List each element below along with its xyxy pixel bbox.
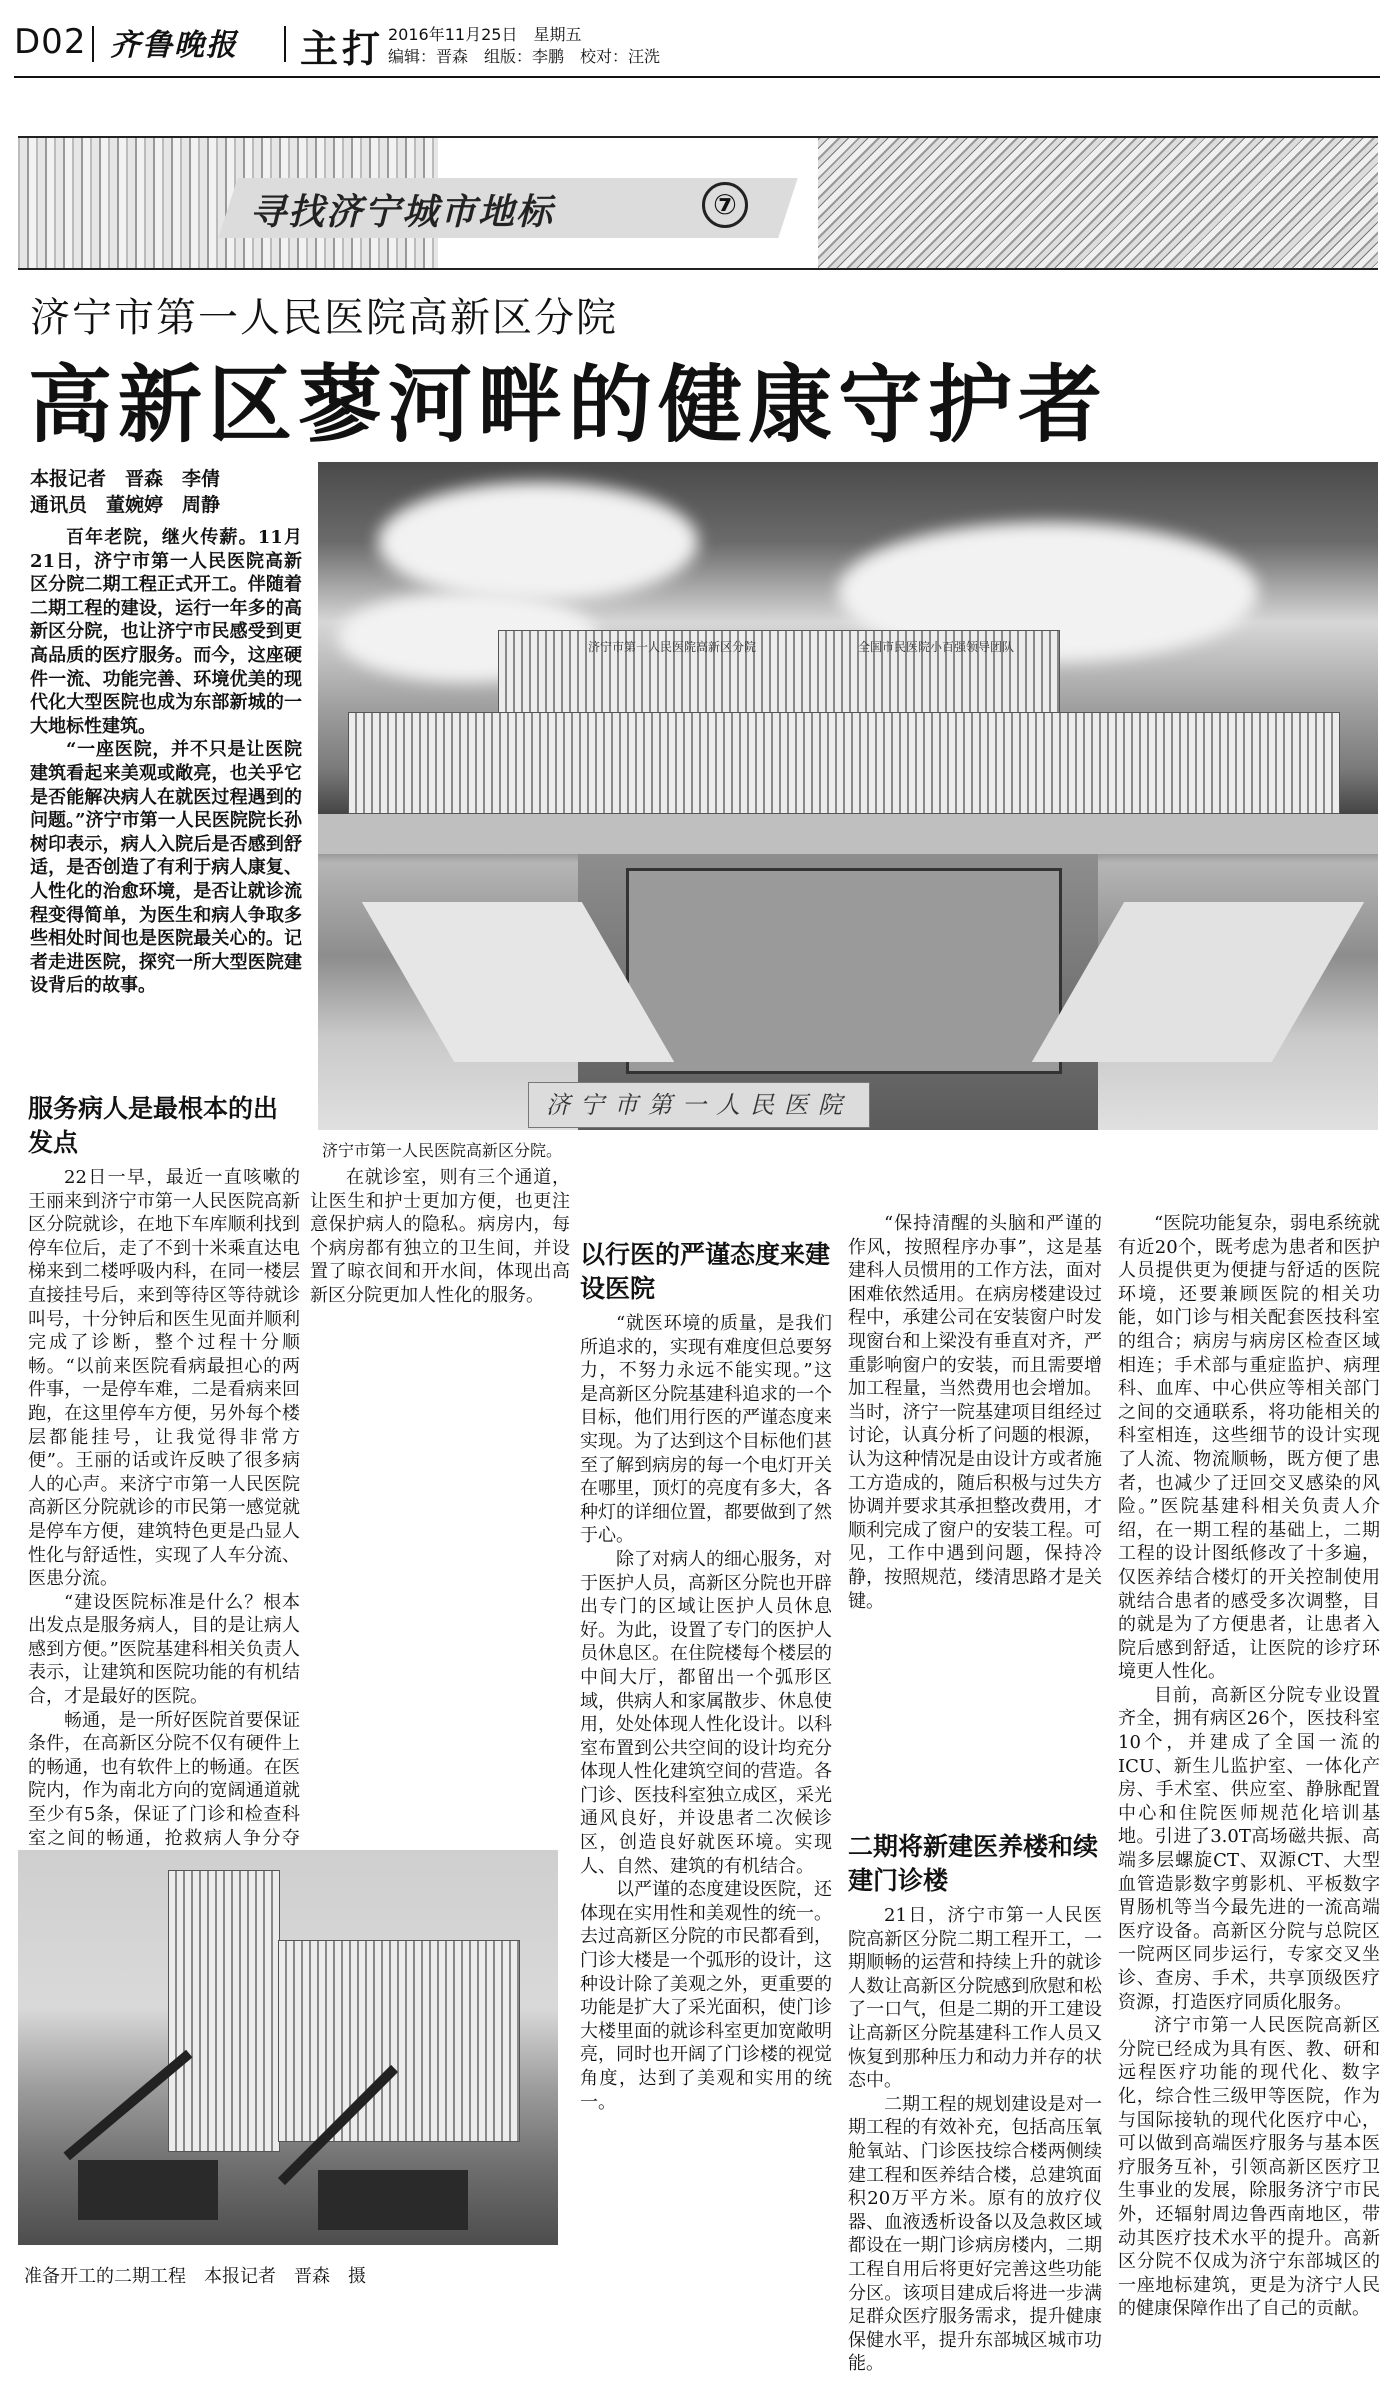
article-subhead: 济宁市第一人民医院高新区分院 [30,295,618,341]
article-column [580,1312,832,2362]
excavator-body [318,2170,468,2230]
page-number: D02 [14,22,87,62]
paragraph: 目前，高新区分院专业设置齐全，拥有病区26个，医技科室10个，并建成了全国一流的ICU、新生儿监护室、一体化产房、手术室、供应室、静脉配置中心和住院医师规范化培训基地。引进了3.0T高场磁共振、高端多层螺旋CT、双源CT、大型血管造影数字剪影机、平板数字胃肠机等当今最先进的一流高端医疗设备。高新区分院与总院区一院两区同步运行，专家交叉坐诊、查房、手术，共享顶级医疗资源，打造医疗同质化服务。 [1118,1684,1380,2013]
paragraph: 济宁市第一人民医院高新区分院已经成为具有医、教、研和远程医疗功能的现代化、数字化，综合性三级甲等医院，作为与国际接轨的现代化医疗中心，可以做到高端医疗服务与基本医疗服务互补，引领高新区医疗卫生事业的发展，除服务济宁市民外，还辐射周边鲁西南地区，带动其医疗技术水平的提升。高新区分院不仅成为济宁东部城区的一座地标建筑，更是为济宁人民的健康保障作出了自己的贡献。 [1118,2015,1380,2320]
series-banner [18,136,1378,270]
paragraph: 以严谨的态度建设医院，还体现在实用性和美观性的统一。去过高新区分院的市民都看到，门诊大楼是一个弧形的设计，这种设计除了美观之外，更重要的功能是扩大了采光面积，使门诊大楼里面的就诊科室更加宽敞明亮，同时也开阔了门诊楼的视觉角度，达到了美观和实用的统一。 [580,1879,832,2113]
building-wing [278,1940,520,2142]
paragraph: “医院功能复杂，弱电系统就有近20个，既考虑为患者和医护人员提供更为便捷与舒适的医院环境，还要兼顾医院的相关功能，如门诊与相关配套医技科室的组合；病房与病房区检查区域相连；手术部与重症监护、病理科、血库、中心供应等相关部门之间的交通联系，将功能相关的科室相连，这些细节的设计实现了人流、物流顺畅，既方便了患者，也减少了迂回交叉感染的风险。”医院基建科相关负责人介绍，在一期工程的基础上，二期工程的设计图纸修改了十多遍，仅医养结合楼灯的开关控制使用就结合患者的感受多次调整，目的就是为了方便患者，让患者入院后感到舒适，让医院的诊疗环境更人性化。 [1118,1213,1380,1683]
building-sign-left: 济宁市第一人民医院高新区分院 [588,640,757,654]
section-heading: 以行医的严谨态度来建设医院 [580,1240,831,1303]
article-column [848,1904,1102,2375]
byline-reporters: 本报记者 晋森 李倩 [30,468,221,490]
excavator-body [78,2160,218,2220]
masthead-rule [14,76,1380,78]
building-sign-right: 全国市民医院小百强领导团队 [858,640,1015,654]
paragraph: 二期工程的规划建设是对一期工程的有效补充，包括高压氧舱氧站、门诊医技综合楼两侧续建工程和医养结合楼，总建筑面积20万平方米。原有的放疗仪器、血液透析设备以及急救区域都设在一期门诊病房楼内，二期工程自用后将更好完善这些功能分区。该项目建成后将进一步满足群众医疗服务需求，提升健康保健水平，提升东部城区城市功能。 [848,2093,1102,2375]
article-headline: 高新区蓼河畔的健康守护者 [28,356,1109,454]
paragraph: 畅通，是一所好医院首要保证条件，在高新区分院不仅有硬件上的畅通，也有软件上的畅通。在医院内，作为南北方向的宽阔通道就至少有5条，保证了门诊和检查科室之间的畅通，抢救病人争分夺 [28,1709,300,1849]
section-heading: 二期将新建医养楼和续建门诊楼 [848,1832,1099,1895]
paragraph: “保持清醒的头脑和严谨的作风，按照程序办事”，这是基建科人员惯用的工作方法，面对困难依然适用。在病房楼建设过程中，承建公司在安装窗户时发现窗台和上梁没有垂直对齐，严重影响窗户的安装，而且需要增加工程量，当然费用也会增加。当时，济宁一院基建项目组经过讨论，认真分析了问题的根源，认为这种情况是由设计方或者施工方造成的，随后积极与过失方协调并要求其承担整改费用，才顺利完成了窗户的安装工程。可见，工作中遇到问题，保持冷静，按照规范，缕清思路才是关键。 [848,1213,1102,1612]
road [318,814,1378,854]
article-lead [30,526,302,998]
masthead-divider [92,26,94,62]
garden-bed [626,868,1062,1074]
paragraph: 除了对病人的细心服务，对于医护人员，高新区分院也开辟出专门的区域让医护人员休息好。为此，设置了专门的医护人员休息区。在住院楼每个楼层的中间大厅，都留出一个弧形区域，供病人和家属散步、休息使用，处处体现人性化设计。以科室布置到公共空间的设计均充分体现人性化建筑空间的营造。各门诊、医技科室独立成区，采光通风良好，并设患者二次候诊区，创造良好就医环境。实现人、自然、建筑的有机结合。 [580,1548,832,1877]
article-column [1118,1212,1380,2362]
article-column [310,1166,570,1846]
hospital-photo [318,462,1378,1130]
banner-illustration-right [818,138,1378,268]
lead-paragraph: 百年老院，继火传薪。11月21日，济宁市第一人民医院高新区分院二期工程正式开工。伴随着二期工程的建设，运行一年多的高新区分院，也让济宁市民感受到更高品质的医疗服务。而今，这座硬件一流、功能完善、环境优美的现代化大型医院也成为东部新城的一大地标性建筑。 [30,527,302,737]
construction-photo [18,1850,558,2245]
series-title: 寻找济宁城市地标 [250,192,555,233]
byline-correspondents: 通讯员 董婉婷 周静 [30,494,221,516]
second-photo-caption: 准备开工的二期工程 本报记者 晋森 摄 [24,2266,366,2287]
masthead-divider [284,26,286,62]
section-heading: 服务病人是最根本的出发点 [28,1094,279,1157]
main-photo-caption: 济宁市第一人民医院高新区分院。 [322,1141,563,1160]
paragraph: “就医环境的质量，是我们所追求的，实现有难度但总要努力，不努力永远不能实现。”这是高新区分院基建科追求的一个目标，他们用行医的严谨态度来实现。为了达到这个目标他们甚至了解到病房的每一个电灯开关在哪里，顶灯的亮度有多大，各种灯的详细位置，都要做到了然于心。 [580,1313,832,1547]
entrance-sign: 济宁市第一人民医院 [528,1082,870,1128]
paragraph: “建设医院标准是什么？根本出发点是服务病人，目的是让病人感到方便。”医院基建科相关负责人表示，让建筑和医院功能的有机结合，才是最好的医院。 [28,1591,300,1708]
date-line: 2016年11月25日 星期五 [388,25,582,44]
cloud [378,482,698,602]
lead-paragraph: “一座医院，并不只是让医院建筑看起来美观或敞亮，也关乎它是否能解决病人在就医过程遇到的问题。”济宁市第一人民医院院长孙树印表示，病人入院后是否感到舒适，是否创造了有利于病人康复、人性化的治愈环境，是否让就诊流程变得简单，为医生和病人争取多些相处时间也是医院最关心的。记者走进医院，探究一所大型医院建设背后的故事。 [30,739,302,997]
building-tower [168,1870,280,2152]
editor-line: 编辑：晋森 组版：李鹏 校对：汪洗 [388,47,661,66]
article-column [848,1212,1102,1812]
series-number: ⑦ [702,182,748,228]
building-base [348,712,1340,814]
paragraph: 22日一早，最近一直咳嗽的王丽来到济宁市第一人民医院高新区分院就诊，在地下车库顺利找到停车位后，走了不到十米乘直达电梯来到二楼呼吸内科，在同一楼层直接挂号后，来到等待区等待就诊叫号，十分钟后和医生见面并顺利完成了诊断，整个过程十分顺畅。“以前来医院看病最担心的两件事，一是停车难，二是看病来回跑，在这里停车方便，另外每个楼层都能挂号，让我觉得非常方便”。王丽的话或许反映了很多病人的心声。来济宁市第一人民医院高新区分院就诊的市民第一感觉就是停车方便，建筑特色更是凸显人性化与舒适性，实现了人车分流、医患分流。 [28,1167,300,1590]
article-column [28,1166,300,1849]
paragraph: 在就诊室，则有三个通道，让医生和护士更加方便，也更注意保护病人的隐私。病房内，每个病房都有独立的卫生间，并设置了晾衣间和开水间，体现出高新区分院更加人性化的服务。 [310,1167,570,1306]
newspaper-logo: 齐鲁晚报 [110,28,238,63]
paragraph: 21日，济宁市第一人民医院高新区分院二期工程开工，一期顺畅的运营和持续上升的就诊人数让高新区分院感到欣慰和松了一口气，但是二期的开工建设让高新区分院基建科工作人员又恢复到那种压力和动力并存的状态中。 [848,1905,1102,2092]
section-name: 主打 [300,27,385,71]
